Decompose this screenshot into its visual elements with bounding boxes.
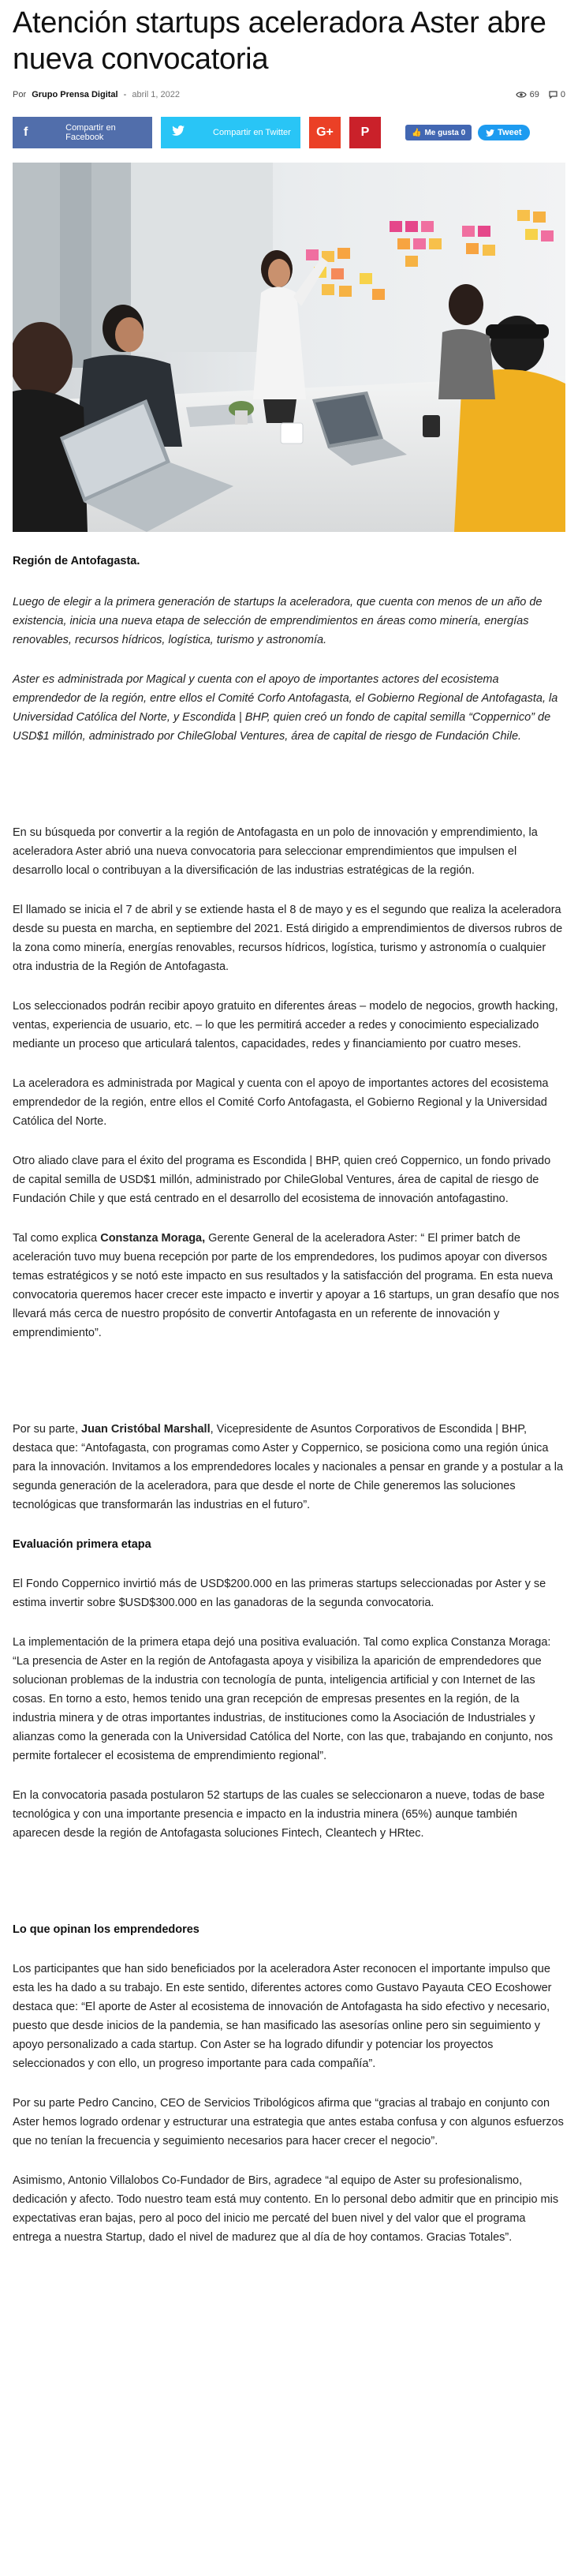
hero-image (13, 163, 565, 532)
share-facebook-label: Compartir en Facebook (65, 123, 116, 142)
author-link[interactable]: Grupo Prensa Digital (32, 90, 118, 99)
share-twitter-button[interactable] (161, 117, 300, 148)
comments-count[interactable] (549, 90, 565, 99)
paragraph-10: En la convocatoria pasada postularon 52 startups de las cuales se seleccionaron a nueve, todas de base tecnológica y con una importante presencia e impacto en la industria minera (65%) aunque también aparecen desde la región de Antofagasta soluciones Fintech, Cleantech y HRtec. (13, 1789, 545, 1840)
intro-text-2: Aster es administrada por Magical y cuenta con el apoyo de importantes actores del ecosistema emprendedor de la región, entre ellos el Comité Corfo Antofagasta, el Gobierno Regional de Antofagasta, la Universidad Católica del Norte, y Escondida | BHP, quien creó un fondo de capital semilla “Coppernico” de USD$1 millón, administrado por ChileGlobal Ventures, área de capital de riesgo de Fundación Chile. (13, 673, 558, 743)
paragraph-9: La implementación de la primera etapa dejó una positiva evaluación. Tal como explica Constanza Moraga: “La presencia de Aster en la región de Antofagasta apoya y visibiliza la aparición de emprendedores que solucionan problemas de la industria con tecnología de punta, inteligencia artificial y con Internet de las cosas. En torno a esto, hemos tenido una gran recepción de empresas presentes en la región, de la industria minera y de otras importantes industrias, de instituciones como la Asociación de Industriales y alianzas como la generada con la Universidad Católica del Norte, con las que, trabajando en conjunto, nos permite fortalecer el ecosistema de emprendimiento regional”. (13, 1636, 554, 1762)
article-stats (516, 90, 565, 99)
share-googleplus-button[interactable] (309, 117, 341, 148)
paragraph-2: El llamado se inicia el 7 de abril y se extiende hasta el 8 de mayo y es el segundo que realiza la aceleradora desde su puesta en marcha, en septiembre del 2021. Está dirigido a emprendimientos de diversos rubros de la zona como minería, energías renovables, recursos hídricos, logística, turismo y astronomía o cualquier otra industria de la Región de Antofagasta. (13, 904, 563, 973)
like-label: Me gusta 0 (424, 128, 466, 137)
views-value: 69 (529, 90, 539, 99)
p6-rest: Gerente General de la aceleradora Aster: “ El primer batch de aceleración tuvo muy buena recepción por parte de los emprendedores, los pudimos apoyar con diversos temas estratégicos y se notó este impacto en sus resultados y la satisfacción del programa. En esta nueva convocatoria queremos hacer crecer este impacto e invertir y apoyar a 16 startups, un gran desafío que nos llevará más cerca de nuestro propósito de convertir Antofagasta en un referente de innovación y emprendimiento”. (13, 1232, 560, 1339)
paragraph-7 (13, 1420, 565, 1515)
thumbs-up-icon: 👍 (412, 128, 422, 137)
paragraph-8: El Fondo Coppernico invirtió más de USD$200.000 en las primeras startups seleccionadas por Aster y se estima invertir sobre $USD$300.000 en las ganadoras de la segunda convocatoria. (13, 1578, 546, 1609)
paragraph-13: Asimismo, Antonio Villalobos Co-Fundador de Birs, agradece “al equipo de Aster su profesionalismo, dedicación y afecto. Todo nuestro team está muy contento. En lo personal debo admitir que en principio mis expectativas eran bajas, pero al poco del inicio me percaté del buen nivel y del valor que el programa entrega a nuestra Startup, dado el nivel de madurez que al día de hoy contamos. Gracias Totales”. (13, 2174, 559, 2244)
article-title: Atención startups aceleradora Aster abre nueva convocatoria (13, 6, 546, 76)
comment-icon (549, 91, 557, 99)
googleplus-icon: G+ (316, 125, 334, 139)
paragraph-4: La aceleradora es administrada por Magical y cuenta con el apoyo de importantes actores del ecosistema emprendedor de la región, entre ellos el Comité Corfo Antofagasta, el Gobierno Regional y la Universidad Católica del Norte. (13, 1077, 549, 1128)
p7-person-name: Juan Cristóbal Marshall (81, 1423, 211, 1436)
tweet-bird-icon (486, 129, 494, 137)
publish-date: abril 1, 2022 (132, 90, 180, 99)
opinion-heading: Lo que opinan los emprendedores (13, 1923, 200, 1936)
p6-lead: Tal como explica (13, 1232, 101, 1245)
comments-value: 0 (560, 90, 565, 99)
paragraph-11: Los participantes que han sido beneficiados por la aceleradora Aster reconocen el importante impulso que esta les ha dado a su trabajo. En este sentido, diferentes actores como Gustavo Payauta CEO Ecoshower destaca que: “El aporte de Aster al ecosistema de innovación de Antofagasta ha sido efectivo y necesario, puesto que desde inicios de la pandemia, se han masificado las asesorías online pero sin seguimiento y apoyo personalizado a cada startup. Con Aster se ha logrado difundir y potenciar los proyectos seleccionados y con ello, un progreso importante para cada compañía”. (13, 1963, 552, 2070)
intro-text-1: Luego de elegir a la primera generación de startups la aceleradora, que cuenta con menos de un año de existencia, inicia una nueva etapa de selección de emprendimientos en áreas como minería, energías renovables, recursos hídricos, logística, turismo y astronomía. (13, 596, 543, 646)
share-pinterest-button[interactable] (349, 117, 381, 148)
social-counters (405, 125, 530, 140)
p6-person-name: Constanza Moraga, (100, 1232, 206, 1245)
share-twitter-label: Compartir en Twitter (213, 128, 291, 137)
paragraph-1: En su búsqueda por convertir a la región de Antofagasta en un polo de innovación y emprendimiento, la aceleradora Aster abrió una nueva convocatoria para seleccionar emprendimientos que impulsen el desarrollo local o contribuyan a la diversificación de las industrias estratégicas de la región. (13, 826, 538, 877)
tweet-button[interactable] (478, 125, 529, 140)
p7-lead: Por su parte, (13, 1423, 82, 1436)
twitter-icon (172, 125, 188, 140)
paragraph-6 (13, 1229, 565, 1342)
evaluation-heading: Evaluación primera etapa (13, 1538, 151, 1551)
by-label: Por (13, 90, 27, 99)
intro-paragraph-1 (13, 593, 565, 650)
meta-separator: - (123, 90, 127, 99)
share-bar (13, 117, 565, 148)
views-count (516, 90, 539, 99)
share-facebook-button[interactable] (13, 117, 152, 148)
pinterest-icon: P (360, 125, 370, 139)
tweet-label: Tweet (498, 128, 522, 137)
region-heading: Región de Antofagasta. (13, 555, 140, 567)
facebook-like-button[interactable] (405, 125, 472, 140)
eye-icon (516, 91, 527, 99)
paragraph-5: Otro aliado clave para el éxito del programa es Escondida | BHP, quien creó Coppernico, un fondo privado de capital semilla de USD$1 millón, administrado por ChileGlobal Ventures, área de capital de riesgo de Fundación Chile y que está centrado en el desarrollo del ecosistema de innovación antofagastino. (13, 1155, 551, 1205)
article-meta (13, 87, 565, 103)
paragraph-3: Los seleccionados podrán recibir apoyo gratuito en diferentes áreas – modelo de negocios, growth hacking, ventas, experiencia de usuario, etc. – lo que les permitirá acceder a redes y conocimiento especializado mediante un proceso que articulará talentos, capacidades, redes y financiamiento por cuatro meses. (13, 1000, 558, 1050)
p7-rest: , Vicepresidente de Asuntos Corporativos de Escondida | BHP, destaca que: “Antofagasta, con programas como Aster y Coppernico, se posiciona como una región única para la innovación. Invitamos a los emprendedores locales y nacionales a pensar en grande y a postular a la segunda generación de la aceleradora, para que desde el norte de Chile generemos las soluciones tecnológicas que transformarán las industrias en el futuro”. (13, 1423, 564, 1511)
article-body (13, 552, 565, 2247)
byline (13, 90, 183, 99)
facebook-icon: f (24, 125, 28, 139)
paragraph-12: Por su parte Pedro Cancino, CEO de Servicios Tribológicos afirma que “gracias al trabajo en conjunto con Aster hemos logrado ordenar y estructurar una estrategia que antes estaba confusa y con algunos esfuerzos que no tenían la frecuencia y seguimiento necesarios para hacer crecer el negocio”. (13, 2097, 564, 2147)
intro-paragraph-2 (13, 670, 565, 746)
